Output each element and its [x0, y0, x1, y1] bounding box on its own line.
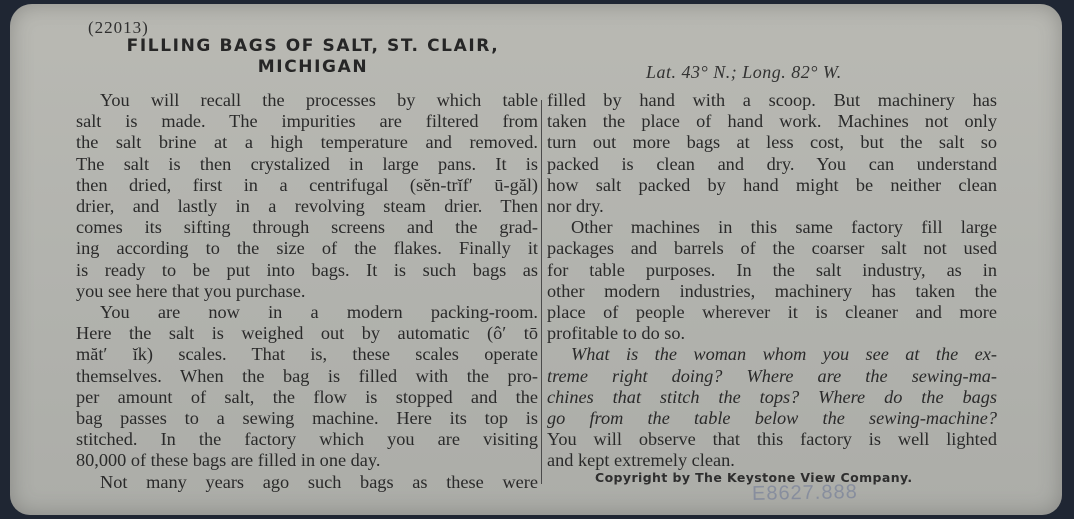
- text-line: turn out more bags at less cost, but the salt so: [547, 132, 997, 153]
- text-line: place of people wherever it is cleaner and more: [547, 302, 997, 323]
- text-line: per amount of salt, the flow is stopped and the: [76, 386, 538, 407]
- text-line: drier, and lastly in a revolving steam drier. Then: [76, 196, 538, 217]
- text-line: comes its sifting through screens and the grad-: [76, 217, 538, 238]
- text-line: salt is made. The impurities are filtered from: [76, 111, 538, 132]
- text-line: măt′ ĭk) scales. That is, these scales operate: [76, 344, 538, 365]
- text-line: Here the salt is weighed out by automatic (ô′ tō: [76, 323, 538, 344]
- stereoview-card-back: [10, 4, 1062, 515]
- text-line: themselves. When the bag is filled with the pro-: [76, 365, 538, 386]
- text-line: What is the woman whom you see at the ex-: [571, 344, 997, 365]
- text-line: You will observe that this factory is well lighted: [547, 429, 997, 450]
- text-line: other modern industries, machinery has taken the: [547, 280, 997, 301]
- text-line: You will recall the processes by which table: [100, 90, 538, 110]
- title-line-1: FILLING BAGS OF SALT, ST. CLAIR,: [126, 36, 500, 56]
- text-line: packed is clean and dry. You can understand: [547, 153, 997, 174]
- text-line: and kept extremely clean.: [547, 450, 735, 471]
- catalog-stamp: E8627.888: [751, 481, 858, 505]
- text-line: packages and barrels of the coarser salt not used: [547, 238, 997, 259]
- text-line: is ready to be put into bags. It is such bags as: [76, 259, 538, 280]
- text-line: 80,000 of these bags are filled in one day.: [76, 450, 381, 471]
- text-line: Not many years ago such bags as these were: [100, 471, 538, 492]
- text-line: treme right doing? Where are the sewing-ma-: [547, 365, 997, 386]
- text-line: You are now in a modern packing-room.: [100, 302, 538, 323]
- text-line: you see here that you purchase.: [76, 280, 306, 301]
- title-line-2: MICHIGAN: [257, 57, 369, 77]
- text-line: go from the table below the sewing-machine?: [547, 408, 997, 429]
- left-text-column: [76, 90, 538, 493]
- text-line: profitable to do so.: [547, 323, 686, 344]
- column-divider: [541, 100, 542, 484]
- text-line: taken the place of hand work. Machines not only: [547, 111, 997, 132]
- text-line: for table purposes. In the salt industry, as in: [547, 259, 997, 280]
- text-line: ing according to the size of the flakes. Finally it: [76, 238, 538, 259]
- coordinates: Lat. 43° N.; Long. 82° W.: [646, 62, 842, 82]
- right-text-column: [547, 90, 997, 472]
- text-line: Other machines in this same factory fill large: [571, 217, 997, 238]
- text-line: chines that stitch the tops? Where do the bags: [547, 386, 997, 407]
- text-line: bag passes to a sewing machine. Here its top is: [76, 408, 538, 429]
- text-line: nor dry.: [547, 196, 604, 217]
- text-line: filled by hand with a scoop. But machinery has: [547, 90, 997, 110]
- card-title: [78, 36, 548, 78]
- copyright-notice: Copyright by The Keystone View Company.: [595, 470, 913, 485]
- card-number: (22013): [88, 18, 149, 37]
- text-line: stitched. In the factory which you are visiting: [76, 429, 538, 450]
- text-line: The salt is then crystalized in large pans. It is: [76, 153, 538, 174]
- text-line: the salt brine at a high temperature and removed.: [76, 132, 538, 153]
- text-line: then dried, first in a centrifugal (sĕn-trĭf′ ū-găl): [76, 174, 538, 195]
- text-line: how salt packed by hand might be neither clean: [547, 174, 997, 195]
